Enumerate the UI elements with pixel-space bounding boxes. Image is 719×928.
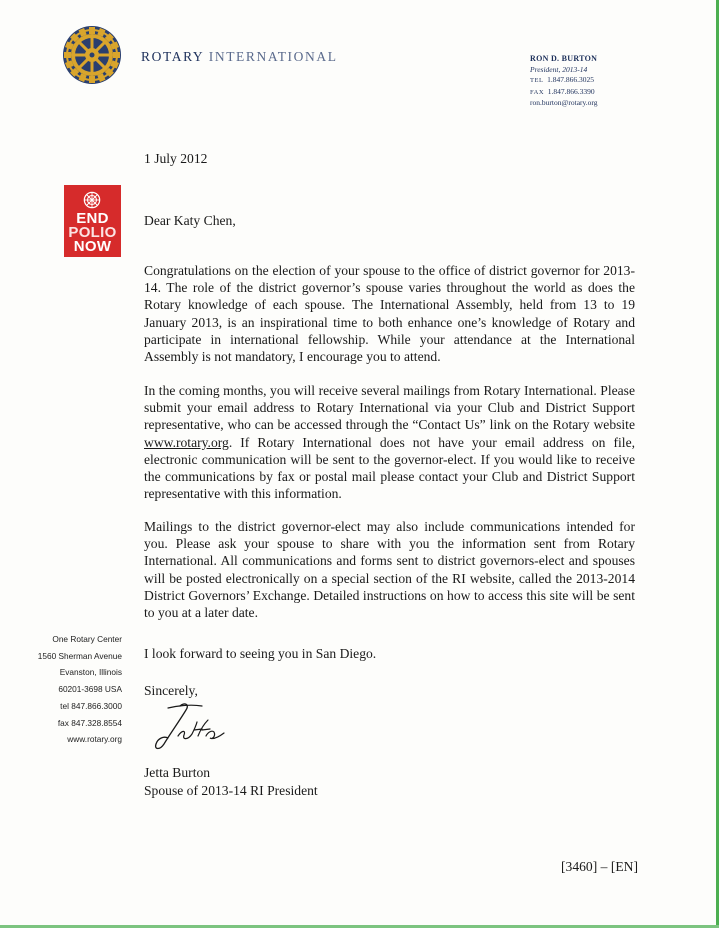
president-name: RON D. BURTON bbox=[530, 54, 598, 63]
address-line: 1560 Sherman Avenue bbox=[37, 650, 122, 661]
paragraph-1: Congratulations on the election of your spouse to the office of district governor for 2013-14. The role of the district governor’s spouse varies throughout the world as does the Rotary knowledge of each spouse. The International Assembly, held from 13 to 19 January 2013, is an inspirational time to both enhance one’s knowledge of Rotary and participate in international fellowship. While your attendance at the International Assembly is not mandatory, I encourage you to attend. bbox=[144, 263, 635, 365]
badge-line-1: END bbox=[76, 210, 109, 227]
address-fax: fax 847.328.8554 bbox=[57, 717, 122, 728]
org-name bbox=[141, 49, 338, 65]
address-line: Evanston, Illinois bbox=[59, 667, 122, 678]
rotary-website-link[interactable]: www.rotary.org bbox=[144, 434, 229, 450]
rotary-wheel-icon bbox=[62, 25, 122, 85]
president-fax: FAX 1.847.866.3390 bbox=[530, 86, 595, 96]
badge-line-3: NOW bbox=[73, 238, 112, 255]
org-name-light: INTERNATIONAL bbox=[203, 49, 338, 64]
badge-line-2: POLIO bbox=[68, 224, 117, 241]
document-reference: [3460] – [EN] bbox=[561, 859, 639, 874]
paragraph-2: In the coming months, you will receive several mailings from Rotary International. Please submit your email address to Rotary International via your Club and District Support representative, who can be accessed through the “Contact Us” link on the Rotary website www.rotary.org. If Rotary International does not have your email address on file, electronic communication will be sent to the governor-elect. If you would like to receive the communications by fax or postal mail please contact your Club and District Support representative with this information. bbox=[144, 383, 635, 502]
address-line: 60201-3698 USA bbox=[58, 684, 122, 695]
org-name-bold: ROTARY bbox=[141, 49, 204, 64]
letter-date: 1 July 2012 bbox=[144, 151, 208, 166]
signer-name: Jetta Burton bbox=[144, 765, 211, 780]
address-block bbox=[18, 631, 122, 748]
address-website: www.rotary.org bbox=[67, 734, 122, 745]
president-title: President, 2013-14 bbox=[530, 64, 588, 74]
paragraph-4: I look forward to seeing you in San Diego. bbox=[144, 646, 377, 661]
signer-title: Spouse of 2013-14 RI President bbox=[144, 782, 318, 798]
end-polio-now-badge bbox=[64, 185, 121, 257]
signer-block bbox=[144, 764, 318, 799]
closing: Sincerely, bbox=[144, 683, 198, 698]
paragraph-3: Mailings to the district governor-elect may also include communications intended for you. Please ask your spouse to share with you the information sent from Rotary International. All communications and forms sent to district governors-elect and spouses will be posted electronically on a special section of the RI website, called the 2013-2014 District Governors’ Exchange. Detailed instructions on how to access this site will be sent to you at a later date. bbox=[144, 519, 635, 621]
president-tel: TEL 1.847.866.3025 bbox=[530, 75, 595, 84]
address-phone: tel 847.866.3000 bbox=[60, 700, 122, 711]
rotary-emblem-icon bbox=[83, 191, 101, 209]
address-line: One Rotary Center bbox=[52, 634, 122, 644]
handwritten-signature bbox=[150, 700, 236, 754]
president-block bbox=[530, 54, 598, 109]
president-email: ron.burton@rotary.org bbox=[530, 98, 598, 107]
salutation: Dear Katy Chen, bbox=[144, 213, 236, 228]
